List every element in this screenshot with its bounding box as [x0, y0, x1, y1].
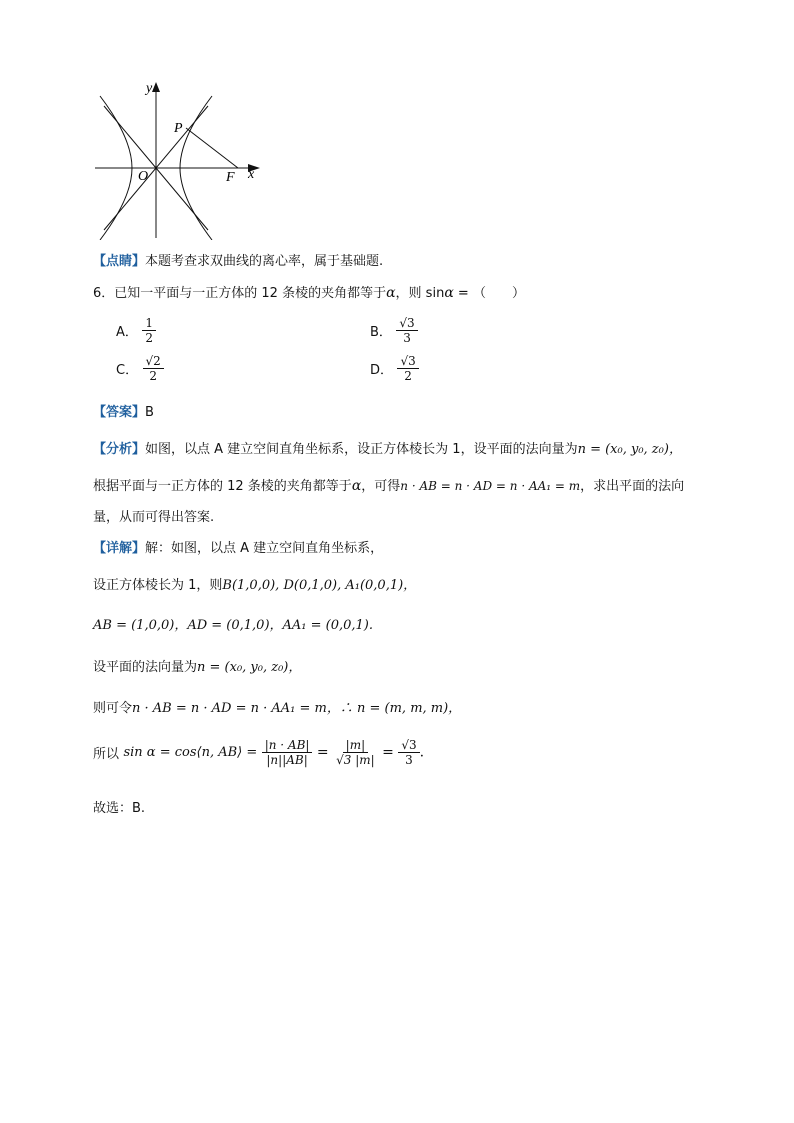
option-a-num: 1 — [142, 316, 156, 331]
point-f-label: F — [226, 170, 235, 185]
option-b-num: √3 — [396, 316, 417, 331]
segment-pf — [186, 128, 238, 168]
option-d-label: D． — [370, 363, 394, 378]
detail-conclusion-text: 故选：B. — [93, 801, 146, 816]
period: . — [419, 744, 425, 761]
x-label: x — [248, 167, 255, 182]
analysis-line2-end: ，求出平面的法向 — [580, 479, 685, 494]
detail-line4-text: 则可令 — [93, 701, 133, 716]
question-stem-end: = （ ） — [453, 286, 525, 301]
option-c-fraction — [143, 354, 164, 383]
dianjing-tag: 【点睛】 — [93, 254, 146, 269]
detail-line-1 — [93, 574, 416, 593]
point-p-label: P — [174, 121, 183, 136]
detail-frac1-den: |n||AB| — [266, 753, 308, 767]
detail-tag: 【详解】 — [93, 541, 146, 556]
y-axis-arrow — [152, 82, 160, 92]
detail-frac2-num: |m| — [343, 738, 368, 753]
detail-fraction-2 — [333, 738, 378, 767]
detail-line-4 — [93, 697, 461, 716]
detail-line-2 — [93, 614, 373, 633]
detail-line1-formula: B(1,0,0), D(0,1,0), A₁(0,0,1)， — [222, 578, 417, 593]
analysis-line1-text: 如图，以点 A 建立空间直角坐标系，设正方体棱长为 1，设平面的法向量为 — [145, 442, 578, 457]
detail-line3-text: 设平面的法向量为 — [93, 660, 198, 675]
equals-sign: = — [316, 744, 329, 761]
option-d-num: √3 — [397, 354, 418, 369]
analysis-line3-text: 量，从而可得出答案. — [93, 510, 215, 525]
analysis-line2-mid: ，可得 — [361, 479, 401, 494]
origin-label: O — [138, 169, 149, 184]
detail-line-3 — [93, 656, 301, 675]
hyperbola-figure — [90, 78, 265, 240]
option-a — [116, 316, 156, 345]
option-b-fraction — [396, 316, 417, 345]
detail-conclusion — [93, 797, 145, 816]
option-c-label: C． — [116, 363, 139, 378]
option-a-den: 2 — [145, 331, 153, 345]
y-label: y — [146, 81, 153, 96]
detail-line5-formula-left: sin α = cos⟨n, AB⟩ = — [123, 745, 258, 760]
option-d-den: 2 — [404, 369, 412, 383]
option-c-num: √2 — [143, 354, 164, 369]
analysis-tag: 【分析】 — [93, 442, 146, 457]
option-b — [370, 316, 418, 345]
question-stem — [93, 282, 525, 301]
alpha-symbol: α — [386, 285, 396, 301]
detail-line2-formula: AB = (1,0,0)，AD = (0,1,0)，AA₁ = (0,0,1). — [93, 618, 374, 633]
option-d-fraction — [397, 354, 418, 383]
answer-line — [93, 401, 154, 420]
detail-frac1-num: |n · AB| — [262, 738, 313, 753]
option-c — [116, 354, 164, 383]
analysis-line-2 — [93, 475, 684, 494]
analysis-line1-formula: n = (x₀, y₀, z₀)， — [577, 442, 682, 457]
option-b-label: B． — [370, 325, 392, 340]
option-a-fraction — [142, 316, 156, 345]
detail-intro: 解：如图，以点 A 建立空间直角坐标系， — [145, 541, 384, 556]
alpha-symbol: α — [444, 285, 454, 301]
option-c-den: 2 — [149, 369, 157, 383]
dianjing-line — [93, 250, 383, 269]
dianjing-text: 本题考查求双曲线的离心率，属于基础题. — [145, 254, 384, 269]
detail-fraction-3 — [398, 738, 419, 767]
detail-line5-text: 所以 — [93, 747, 120, 762]
option-d — [370, 354, 419, 383]
detail-line4-formula: n · AB = n · AD = n · AA₁ = m，∴ n = (m, m, m)， — [132, 701, 462, 716]
detail-frac3-den: 3 — [405, 753, 413, 767]
detail-line3-formula: n = (x₀, y₀, z₀)， — [197, 660, 302, 675]
answer-tag: 【答案】 — [93, 405, 146, 420]
analysis-line-1 — [93, 438, 682, 457]
option-b-den: 3 — [403, 331, 411, 345]
detail-intro-line — [93, 537, 383, 556]
analysis-line2-text: 根据平面与一正方体的 12 条棱的夹角都等于 — [93, 479, 352, 494]
detail-line1-text: 设正方体棱长为 1，则 — [93, 578, 223, 593]
question-stem-text: 6．已知一平面与一正方体的 12 条棱的夹角都等于 — [93, 286, 387, 301]
analysis-line-3 — [93, 506, 214, 525]
detail-frac2-den: √3 |m| — [336, 753, 375, 767]
question-stem-mid: ，则 sin — [395, 286, 445, 301]
detail-frac3-num: √3 — [398, 738, 419, 753]
answer-value: B — [145, 405, 154, 420]
analysis-line2-formula: n · AB = n · AD = n · AA₁ = m — [400, 479, 581, 493]
detail-fraction-1 — [262, 738, 313, 767]
option-a-label: A． — [116, 325, 138, 340]
equals-sign: = — [382, 744, 394, 761]
detail-line-5 — [93, 738, 424, 767]
alpha-symbol: α — [351, 478, 362, 494]
